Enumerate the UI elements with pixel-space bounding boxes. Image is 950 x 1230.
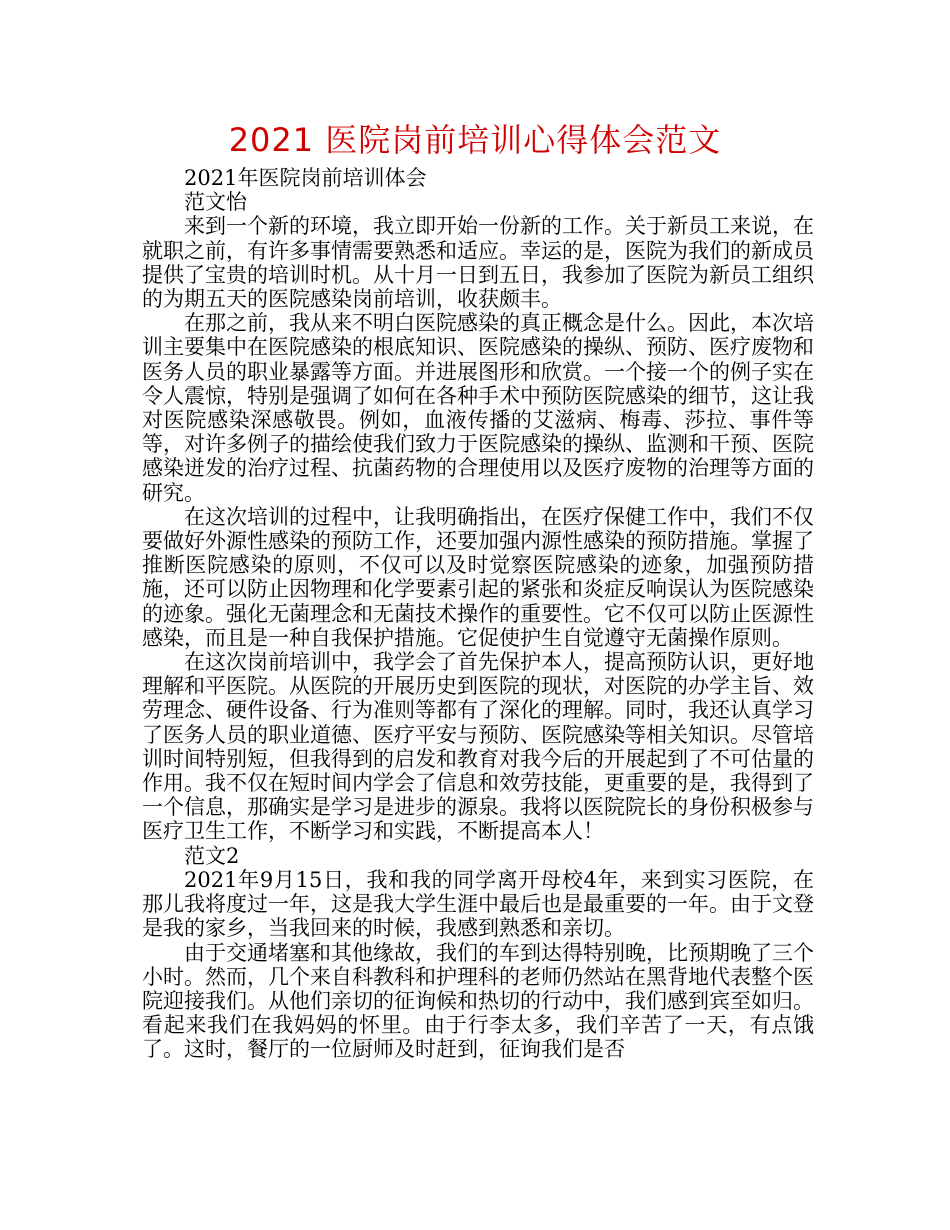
paragraph: 来到一个新的环境，我立即开始一份新的工作。关于新员工来说，在就职之前，有许多事情需要熟悉和适应。幸运的是，医院为我们的新成员提供了宝贵的培训时机。从十月一日到五日，我参加了医院为新员工组织的为期五天的医院感染岗前培训，收获颇丰。	[142, 214, 814, 312]
paragraph-sample-label: 范文2	[184, 843, 240, 868]
document-title: 2021 医院岗前培训心得体会范文	[228, 121, 722, 159]
paragraph-sample-label: 范文怡	[184, 190, 247, 215]
paragraph-heading: 2021年医院岗前培训体会	[184, 166, 427, 190]
document-body	[142, 166, 814, 1062]
paragraph: 2021年9月15日，我和我的同学离开母校4年，来到实习医院，在那儿我将度过一年，这是我大学生涯中最后也是最重要的一年。由于文登是我的家乡，当我回来的时候，我感到熟悉和亲切。	[142, 867, 814, 941]
paragraph: 在那之前，我从来不明白医院感染的真正概念是什么。因此，本次培训主要集中在医院感染的根底知识、医院感染的操纵、预防、医疗废物和医务人员的职业暴露等方面。并进展图形和欣赏。一个接一个的例子实在令人震惊，特别是强调了如何在各种手术中预防医院感染的细节，这让我对医院感染深感敬畏。例如，血液传播的艾滋病、梅毒、莎拉、事件等等，对许多例子的描绘使我们致力于医院感染的操纵、监测和干预、医院感染迸发的治疗过程、抗菌药物的合理使用以及医疗废物的治理等方面的研究。	[142, 311, 814, 505]
paragraph: 由于交通堵塞和其他缘故，我们的车到达得特别晚，比预期晚了三个小时。然而，几个来自科教科和护理科的老师仍然站在黑背地代表整个医院迎接我们。从他们亲切的征询候和热切的行动中，我们感到宾至如归。看起来我们在我妈妈的怀里。由于行李太多，我们辛苦了一天，有点饿了。这时，餐厅的一位厨师及时赶到，征询我们是否	[142, 940, 814, 1062]
paragraph: 在这次岗前培训中，我学会了首先保护本人，提高预防认识，更好地理解和平医院。从医院的开展历史到医院的现状，对医院的办学主旨、效劳理念、硬件设备、行为准则等都有了深化的理解。同时，我还认真学习了医务人员的职业道德、医疗平安与预防、医院感染等相关知识。尽管培训时间特别短，但我得到的启发和教育对我今后的开展起到了不可估量的作用。我不仅在短时间内学会了信息和效劳技能，更重要的是，我得到了一个信息，那确实是学习是进步的源泉。我将以医院院长的身份积极参与医疗卫生工作，不断学习和实践，不断提高本人！	[142, 650, 814, 844]
paragraph: 在这次培训的过程中，让我明确指出，在医疗保健工作中，我们不仅要做好外源性感染的预防工作，还要加强内源性感染的预防措施。掌握了推断医院感染的原则，不仅可以及时觉察医院感染的迹象，加强预防措施，还可以防止因物理和化学要素引起的紧张和炎症反响误认为医院感染的迹象。强化无菌理念和无菌技术操作的重要性。它不仅可以防止医源性感染，而且是一种自我保护措施。它促使护生自觉遵守无菌操作原则。	[142, 504, 814, 650]
